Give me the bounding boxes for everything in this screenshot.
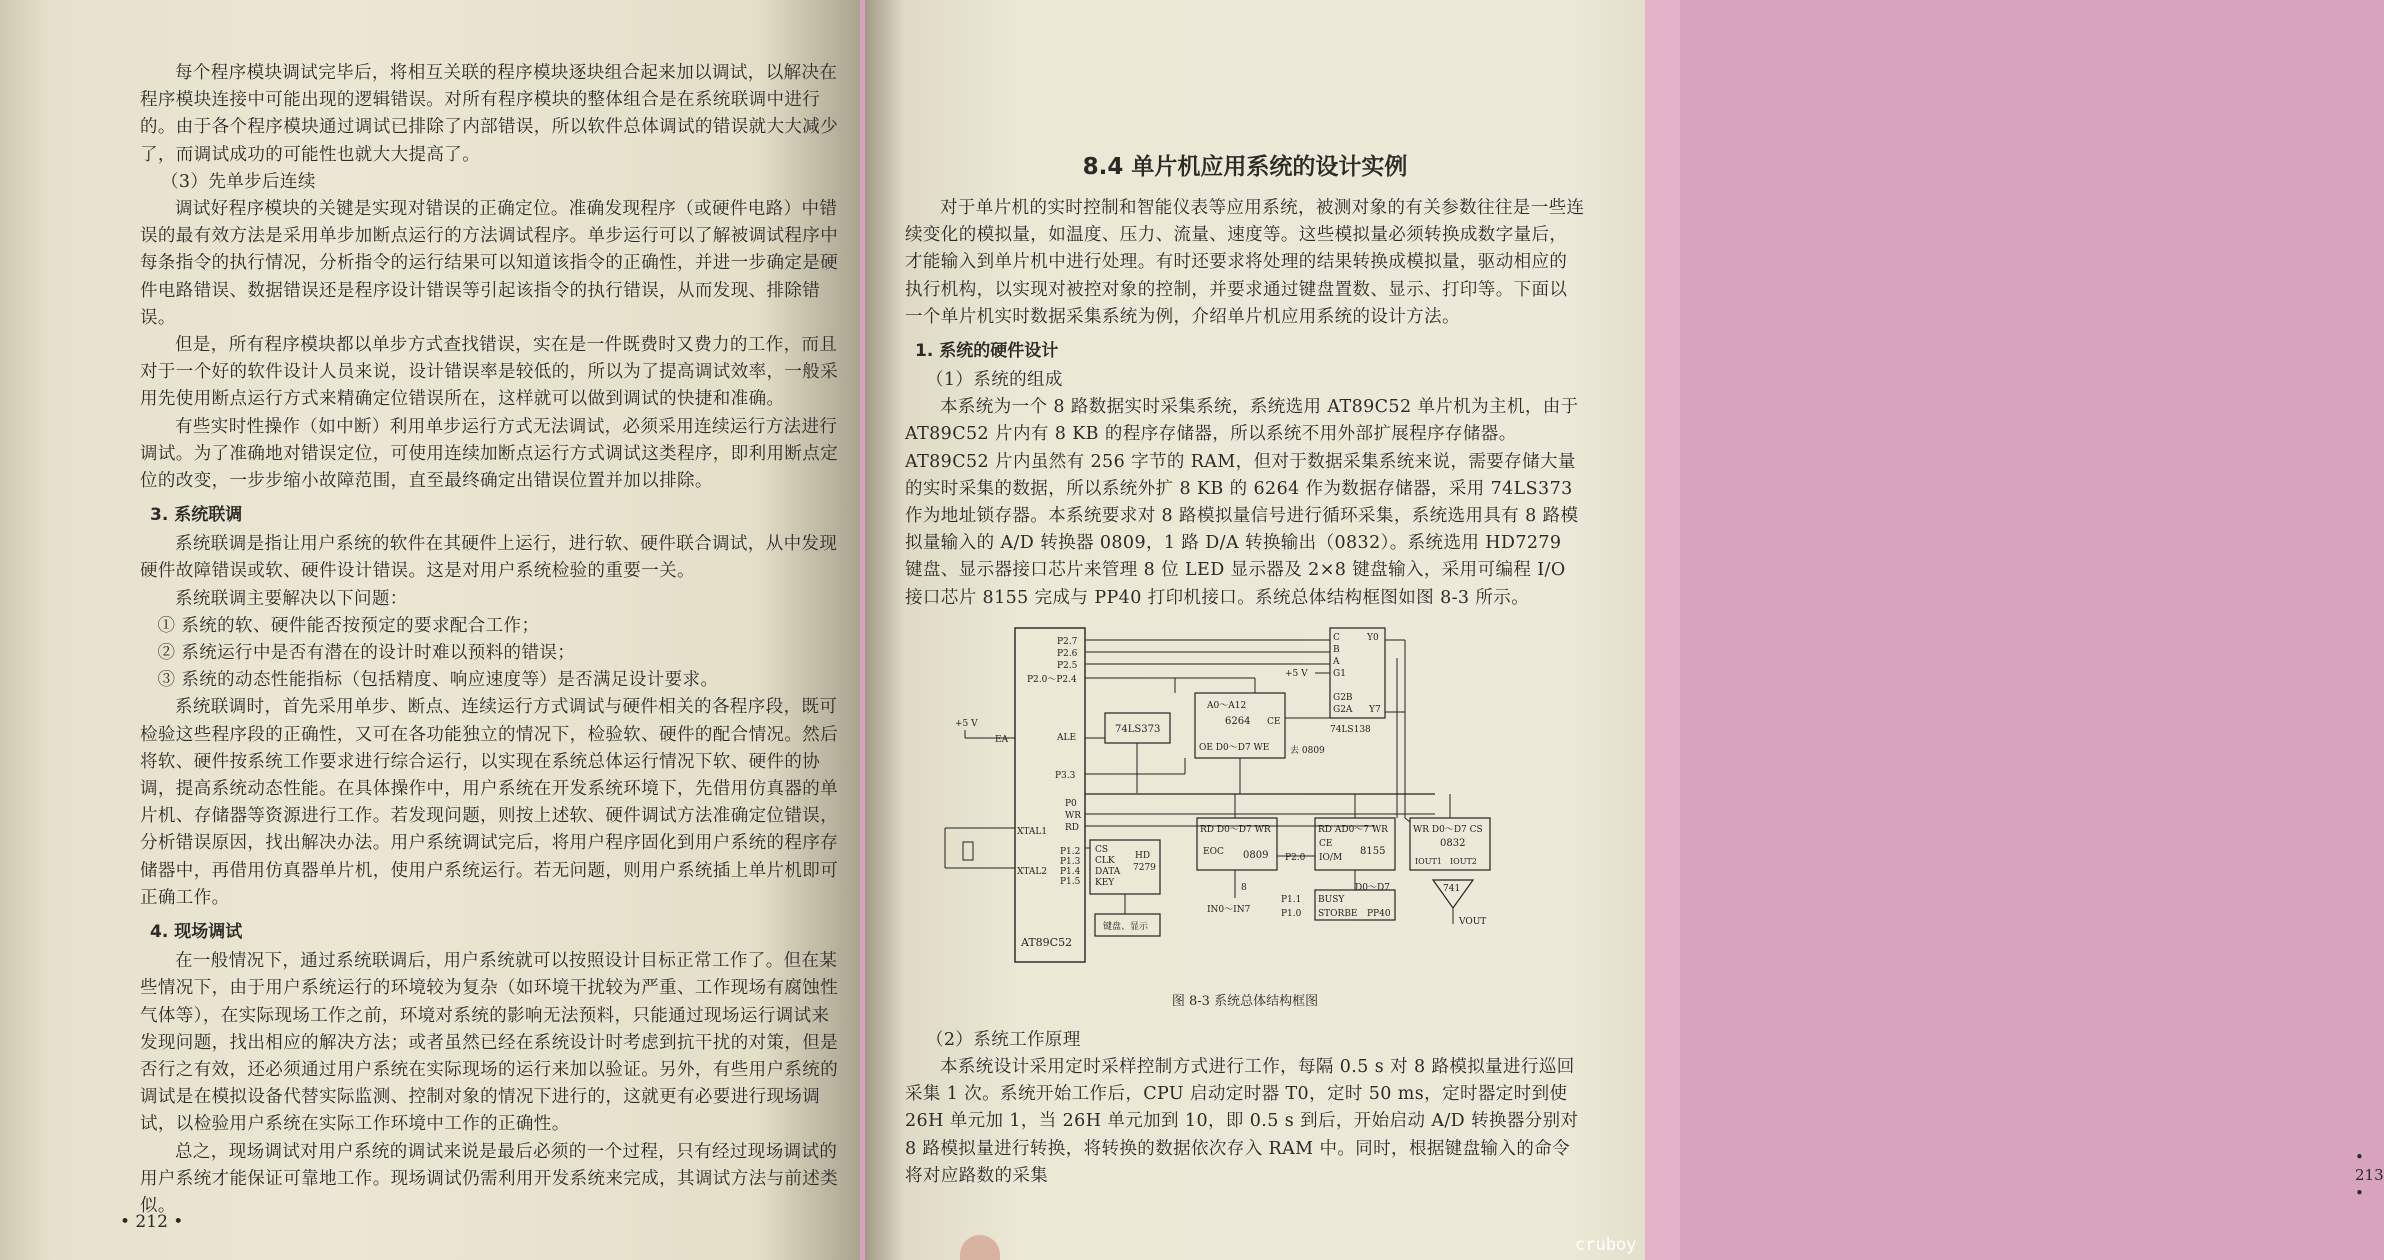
plus5v-label: +5 V <box>955 718 978 729</box>
decoder-input: G2A <box>1333 704 1353 715</box>
dac-iout2: IOUT2 <box>1450 856 1477 866</box>
subheading: （2）系统工作原理 <box>926 1029 1081 1050</box>
decoder-y7: Y7 <box>1369 704 1381 715</box>
ram-ce: CE <box>1267 716 1281 727</box>
page-number: • 213 • <box>2355 1148 2384 1202</box>
decoder-y0: Y0 <box>1367 632 1379 643</box>
pin-label: XTAL1 <box>1017 826 1048 837</box>
paragraph: 对于单片机的实时控制和智能仪表等应用系统，被测对象的有关参数往往是一些连续变化的模拟量，如温度、压力、流量、速度等。这些模拟量必须转换成数字量后，才能输入到单片机中进行处理。有时还要求将处理的结果转换成模拟量，驱动相应的执行机构，以实现对被控对象的控制，并要求通过键盘置数、显示、打印等。下面以一个单片机实时数据采集系统为例，介绍单片机应用系统的设计方法。 <box>905 198 1585 327</box>
crystal <box>963 842 973 860</box>
printer-p11: P1.1 <box>1281 894 1302 905</box>
ram-name: 6264 <box>1225 715 1251 727</box>
section-title: 8.4 单片机应用系统的设计实例 <box>1082 154 1408 180</box>
printer-p10: P1.0 <box>1281 908 1302 919</box>
list-item: ③ 系统的动态性能指标（包括精度、响应速度等）是否满足设计要求。 <box>157 670 719 691</box>
right-page-text <box>905 195 1585 612</box>
opamp-name: 741 <box>1443 883 1461 894</box>
pin-label: XTAL2 <box>1017 866 1048 877</box>
right-page-text-2 <box>905 1027 1585 1190</box>
paragraph: 本系统设计采用定时采样控制方式进行工作，每隔 0.5 s 对 8 路模拟量进行巡回采集 1 次。系统开始工作后，CPU 启动定时器 T0，定时 50 ms，定时器定时到使 26H 单元加 1，当 26H 单元加到 10，即 0.5 s 到后，开始启动 A/D 转换器分别对 8 路模拟量进行转换，将转换的数据依次存入 RAM 中。同时，根据键盘输入的命令将对应路数的采集 <box>905 1057 1579 1186</box>
printer-name: PP40 <box>1367 908 1391 919</box>
pin-label: P1.5 <box>1060 876 1081 887</box>
pin-label: P0 <box>1065 798 1077 809</box>
adc-bus: 8 <box>1241 882 1247 893</box>
block-diagram <box>935 618 1495 986</box>
paragraph: 调试好程序模块的关键是实现对错误的正确定位。准确发现程序（或硬件电路）中错误的最有效方法是采用单步加断点运行的方法调试程序。单步运行可以了解被调试程序中每条指令的执行情况，分析指令的运行结果可以知道该指令的正确性，并进一步确定是硬件电路错误、数据错误还是程序设计错误等引起该指令的执行错误，从而发现、排除错误。 <box>140 199 839 328</box>
keyboard-label: 键盘、显示 <box>1103 921 1149 932</box>
dac-top: WR D0～D7 CS <box>1413 824 1483 835</box>
hd7279-pin: KEY <box>1095 877 1115 888</box>
hd7279-name: HD <box>1135 850 1151 861</box>
pin-label: P3.3 <box>1055 770 1076 781</box>
ram-bottom: OE D0～D7 WE <box>1199 742 1270 753</box>
decoder-input: G1 <box>1333 668 1346 679</box>
page-number: • 212 • <box>120 1212 184 1232</box>
pin-label: P1.3 <box>1060 856 1081 867</box>
pin-label: P2.6 <box>1057 648 1078 659</box>
ea-label: EA <box>995 734 1009 745</box>
decoder-plus5v: +5 V <box>1285 668 1308 679</box>
section-heading: 1. 系统的硬件设计 <box>915 341 1059 362</box>
paragraph: 但是，所有程序模块都以单步方式查找错误，实在是一件既费时又费力的工作，而且对于一个好的软件设计人员来说，设计错误率是较低的，所以为了提高调试效率，一般采用先使用断点运行方式来精确定位错误所在，这样就可以做到调试的快捷和准确。 <box>140 335 839 410</box>
pin-label: P2.5 <box>1057 660 1078 671</box>
left-page <box>0 0 860 1260</box>
section-heading: 4. 现场调试 <box>150 922 243 943</box>
list-item: ② 系统运行中是否有潜在的设计时难以预料的错误； <box>157 643 576 664</box>
pin-label: WR <box>1065 810 1082 821</box>
pin-label: RD <box>1065 822 1079 833</box>
hd7279-pin: CLK <box>1095 855 1115 866</box>
watermark: cruboy <box>1575 1235 1637 1255</box>
adc-in: IN0～IN7 <box>1207 904 1251 915</box>
paragraph: 系统联调主要解决以下问题： <box>175 588 408 609</box>
printer-busy: BUSY <box>1318 894 1345 905</box>
paragraph: 每个程序模块调试完毕后，将相互关联的程序模块逐块组合起来加以调试，以解决在程序模块连接中可能出现的逻辑错误。对所有程序模块的整体组合是在系统联调中进行的。由于各个程序模块通过调试已排除了内部错误，所以软件总体调试的错误就大大减少了，而调试成功的可能性也就大大提高了。 <box>140 63 839 165</box>
dac-name: 0832 <box>1440 837 1466 849</box>
paragraph: 本系统为一个 8 路数据实时采集系统，系统选用 AT89C52 单片机为主机，由于 AT89C52 片内有 8 KB 的程序存储器，所以系统不用外部扩展程序存储器。AT89C52 片内虽然有 256 字节的 RAM，但对于数据采集系统来说，需要存储大量的实时采集的数据，所以系统外扩 8 KB 的 6264 作为数据存储器，采用 74LS373 作为地址锁存器。本系统要求对 8 路模拟量信号进行循环采集，系统选用具有 8 路模拟量输入的 A/D 转换器 0809，1 路 D/A 转换输出（0832）。系统选用 HD7279 键盘、显示器接口芯片来管理 8 位 LED 显示器及 2×8 键盘输入，采用可编程 I/O 接口芯片 8155 完成与 PP40 打印机接口。系统总体结构框图如图 8-3 所示。 <box>905 397 1579 608</box>
adc-top: RD D0～D7 WR <box>1200 824 1271 835</box>
left-page-text <box>140 60 840 1220</box>
pio-name: 8155 <box>1360 845 1386 857</box>
block-diagram-figure <box>935 618 1495 986</box>
pio-top: RD AD0～7 WR <box>1318 824 1388 835</box>
paragraph: 总之，现场调试对用户系统的调试来说是最后必须的一个过程，只有经过现场调试的用户系统才能保证可靠地工作。现场调试仍需利用开发系统来完成，其调试方法与前述类似。 <box>140 1141 839 1216</box>
paragraph: 系统联调是指让用户系统的软件在其硬件上运行，进行软、硬件联合调试，从中发现硬件故障错误或软、硬件设计错误。这是对用户系统检验的重要一关。 <box>140 534 838 582</box>
decoder-input: A <box>1333 656 1340 667</box>
printer-d: D0～D7 <box>1355 882 1390 893</box>
list-item: ① 系统的软、硬件能否按预定的要求配合工作； <box>157 615 540 636</box>
opamp-vout: VOUT <box>1459 916 1487 927</box>
ram-addr: A0～A12 <box>1207 700 1247 711</box>
pin-label: P2.7 <box>1057 636 1078 647</box>
pio-p20: P2.0 <box>1285 852 1306 863</box>
pin-label: P1.2 <box>1060 846 1081 857</box>
dac-iout1: IOUT1 <box>1415 856 1442 866</box>
decoder-input: B <box>1333 644 1340 655</box>
printer-strobe: STORBE <box>1318 908 1358 919</box>
pin-label: ALE <box>1057 732 1077 743</box>
pio-ce: CE <box>1319 838 1333 849</box>
hd7279-pin: DATA <box>1095 866 1121 877</box>
paragraph: 有些实时性操作（如中断）利用单步运行方式无法调试，必须采用连续运行方法进行调试。为了准确地对错误定位，可使用连续加断点运行方式调试这类程序，即利用断点定位的改变，一步步缩小故障范围，直至最终确定出错误位置并加以排除。 <box>140 416 839 492</box>
subheading: （1）系统的组成 <box>926 370 1063 391</box>
decoder-input: C <box>1333 632 1340 643</box>
mcu-label: AT89C52 <box>1021 935 1073 949</box>
adc-eoc: EOC <box>1203 846 1224 857</box>
figure-caption: 图 8-3 系统总体结构框图 <box>1171 993 1319 1009</box>
right-page <box>865 0 2384 1260</box>
to-0809-label: 去 0809 <box>1290 745 1325 756</box>
decoder-input: G2B <box>1333 692 1353 703</box>
pio-iom: IO/M <box>1319 852 1343 863</box>
subheading: （3）先单步后连续 <box>161 171 316 192</box>
hd7279-pin: CS <box>1095 844 1109 855</box>
latch-label: 74LS373 <box>1115 723 1161 735</box>
paragraph: 在一般情况下，通过系统联调后，用户系统就可以按照设计目标正常工作了。但在某些情况下，由于用户系统运行的环境较为复杂（如环境干扰较为严重、工作现场有腐蚀性气体等），在实际现场工作之前，环境对系统的影响无法预料，只能通过现场运行调试来发现问题，找出相应的解决方法；或者虽然已经在系统设计时考虑到抗干扰的对策，但是否行之有效，还必须通过用户系统在实际现场的运行来加以验证。另外，有些用户系统的调试是在模拟设备代替实际监测、控制对象的情况下进行的，这就更有必要进行现场调试，以检验用户系统在实际工作环境中工作的正确性。 <box>140 951 839 1135</box>
hd7279-name2: 7279 <box>1133 862 1156 873</box>
decoder-name: 74LS138 <box>1330 724 1371 735</box>
pin-label: P1.4 <box>1060 866 1081 877</box>
adc-name: 0809 <box>1243 849 1269 861</box>
pin-label: P2.0～P2.4 <box>1027 674 1077 685</box>
section-heading: 3. 系统联调 <box>150 505 243 526</box>
paragraph: 系统联调时，首先采用单步、断点、连续运行方式调试与硬件相关的各程序段，既可检验这些程序段的正确性，又可在各功能独立的情况下，检验软、硬件的配合情况。然后将软、硬件按系统工作要求进行综合运行，以实现在系统总体运行情况下软、硬件的协调，提高系统动态性能。在具体操作中，用户系统在开发系统环境下，先借用仿真器的单片机、存储器等资源进行工作。若发现问题，则按上述软、硬件调试方法准确定位错误，分析错误原因，找出解决办法。用户系统调试完后，将用户程序固化到用户系统的程序存储器中，再借用仿真器单片机，使用户系统运行。若无问题，则用户系统插上单片机即可正确工作。 <box>140 697 839 908</box>
